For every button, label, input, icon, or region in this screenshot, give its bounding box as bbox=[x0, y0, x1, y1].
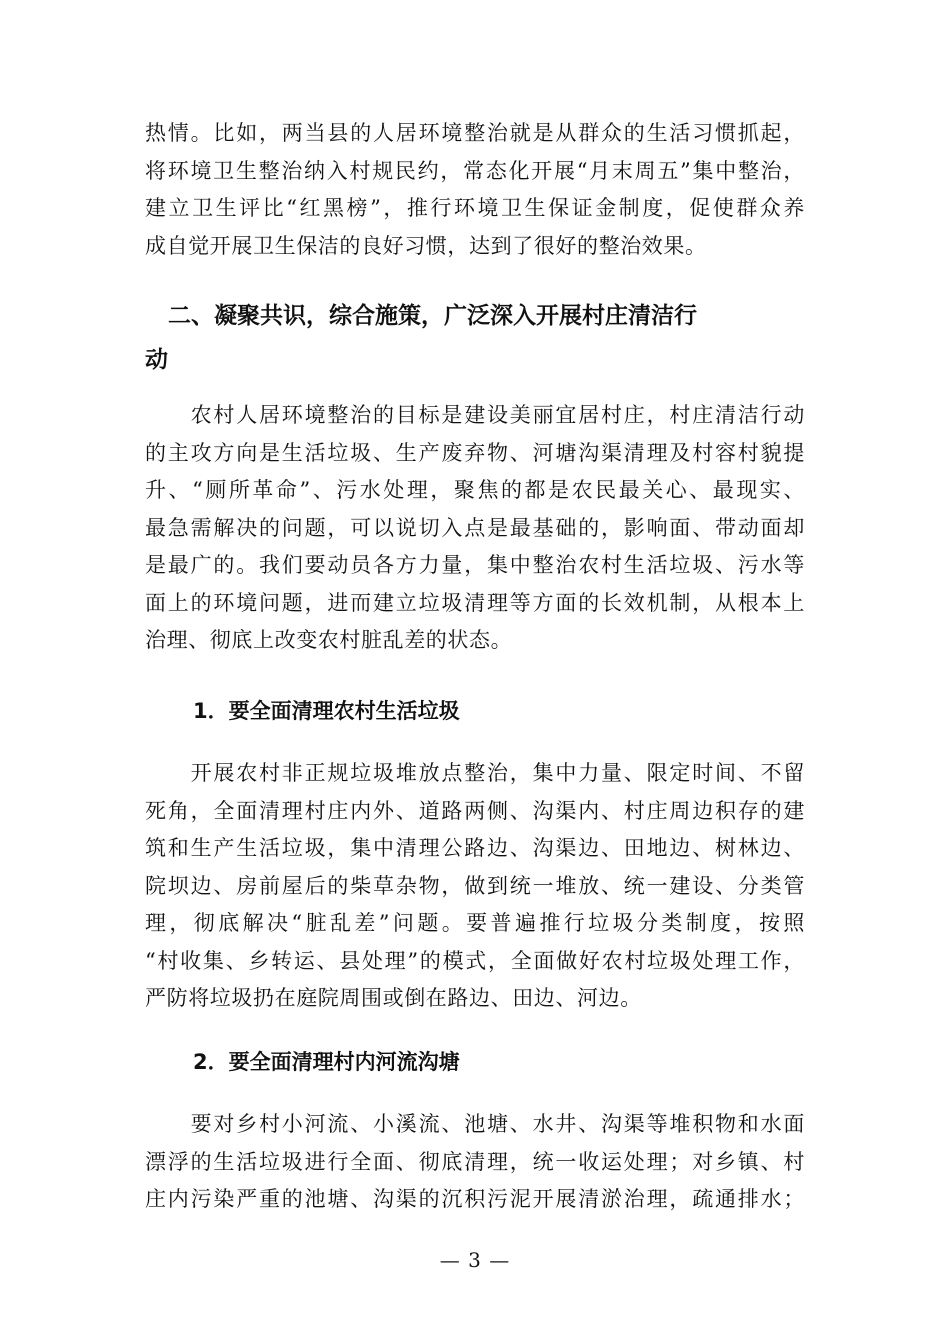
text-line: 漂浮的生活垃圾进行全面、彻底清理，统一收运处理；对乡镇、村 bbox=[145, 1149, 805, 1174]
text-line: 庄内污染严重的池塘、沟渠的沉积污泥开展清淤治理，疏通排水； bbox=[145, 1187, 805, 1211]
text-line: 面上的环境问题，进而建立垃圾清理等方面的长效机制，从根本上 bbox=[145, 590, 805, 615]
text-line: 将环境卫生整治纳入村规民约，常态化开展“月末周五”集中整治， bbox=[145, 158, 805, 183]
text-line: 是最广的。我们要动员各方力量，集中整治农村生活垃圾、污水等 bbox=[145, 553, 805, 577]
text-line: 要对乡村小河流、小溪流、池塘、水井、沟渠等堆积物和水面 bbox=[145, 1112, 805, 1136]
heading-line: 动 bbox=[145, 347, 168, 373]
text-line: 成自觉开展卫生保洁的良好习惯，达到了很好的整治效果。 bbox=[145, 233, 707, 258]
item-one-heading: 1．要全面清理农村生活垃圾 bbox=[193, 699, 460, 723]
text-line: 的主攻方向是生活垃圾、生产废弃物、河塘沟渠清理及村容村貌提 bbox=[145, 440, 805, 465]
text-line: 死角，全面清理村庄内外、道路两侧、沟渠内、村庄周边积存的建 bbox=[145, 798, 805, 823]
text-line: 严防将垃圾扔在庭院周围或倒在路边、田边、河边。 bbox=[145, 986, 642, 1010]
text-line: 农村人居环境整治的目标是建设美丽宜居村庄，村庄清洁行动 bbox=[145, 403, 805, 427]
item-two-paragraph bbox=[145, 1106, 805, 1219]
text-line: 建立卫生评比“红黑榜”，推行环境卫生保证金制度，促使群众养 bbox=[145, 196, 805, 220]
text-line: 开展农村非正规垃圾堆放点整治，集中力量、限定时间、不留 bbox=[145, 761, 805, 785]
intro-paragraph bbox=[145, 115, 805, 265]
text-line: 最急需解决的问题，可以说切入点是最基础的，影响面、带动面却 bbox=[145, 515, 805, 540]
text-line: “村收集、乡转运、县处理”的模式，全面做好农村垃圾处理工作， bbox=[145, 948, 805, 973]
text-line: 热情。比如，两当县的人居环境整治就是从群众的生活习惯抓起， bbox=[145, 121, 805, 145]
text-line: 升、“厕所革命”、污水处理，聚焦的都是农民最关心、最现实、 bbox=[145, 478, 805, 502]
section-heading bbox=[145, 294, 810, 382]
text-line: 筑和生产生活垃圾，集中清理公路边、沟渠边、田地边、树林边、 bbox=[145, 836, 805, 860]
page-number: — 3 — bbox=[439, 1248, 511, 1272]
text-line: 理，彻底解决“脏乱差”问题。要普遍推行垃圾分类制度，按照 bbox=[145, 911, 805, 935]
text-line: 治理、彻底上改变农村脏乱差的状态。 bbox=[145, 628, 513, 652]
item-two-heading: 2．要全面清理村内河流沟塘 bbox=[193, 1050, 460, 1074]
section-paragraph bbox=[145, 397, 805, 660]
item-one-paragraph bbox=[145, 755, 805, 1018]
heading-line: 二、凝聚共识，综合施策，广泛深入开展村庄清洁行 bbox=[145, 303, 697, 329]
text-line: 院坝边、房前屋后的柴草杂物，做到统一堆放、统一建设、分类管 bbox=[145, 873, 805, 898]
